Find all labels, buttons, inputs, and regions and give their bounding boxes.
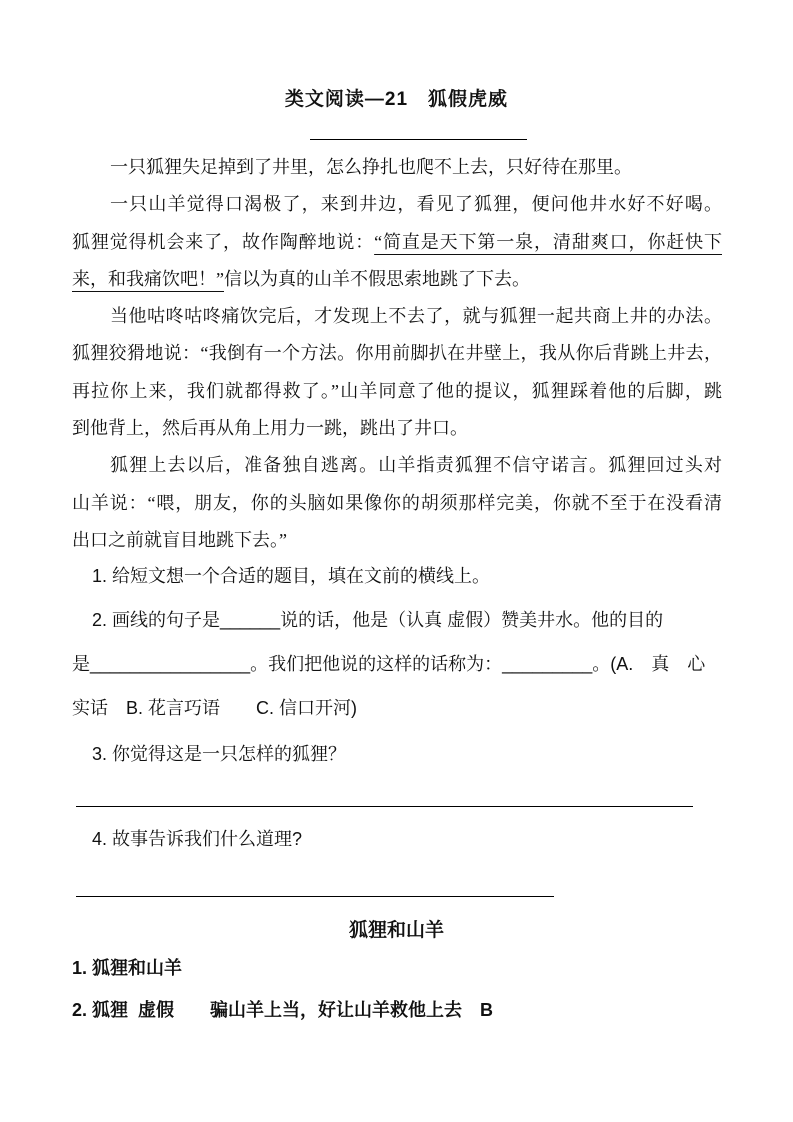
answer-blank-line-q4 bbox=[76, 896, 554, 897]
passage-line bbox=[72, 522, 722, 559]
underlined-quote-text: “简直是天下第一泉，清甜爽口，你赶快下 bbox=[374, 231, 722, 252]
page-title: 类文阅读—21 狐假虎威 bbox=[284, 89, 509, 110]
passage-text: 一只狐狸失足掉到了井里，怎么挣扎也爬不上去，只好待在那里。 bbox=[110, 157, 632, 177]
underlined-quote-text: 来，和我痛饮吧！” bbox=[72, 268, 224, 289]
passage bbox=[72, 149, 722, 559]
passage-line bbox=[72, 149, 722, 186]
title-answer-blank-line bbox=[310, 139, 527, 140]
question-2-line-1: 2. 画线的句子是______说的话，他是（认真 虚假）赞美井水。他的目的 bbox=[92, 610, 664, 630]
passage-text: 山羊说：“喂，朋友，你的头脑如果像你的胡须那样完美，你就不至于在没看清 bbox=[72, 492, 722, 513]
passage-line bbox=[72, 298, 722, 335]
question-2-line-2: 是________________。我们把他说的这样的话称为：_________。(A. 真 心 bbox=[72, 654, 706, 674]
passage-line bbox=[72, 373, 722, 410]
passage-line bbox=[72, 410, 722, 447]
passage-line bbox=[72, 224, 722, 261]
passage-text: 狐狸狡猾地说：“我倒有一个方法。你用前脚扒在井壁上，我从你后背跳上井去， bbox=[72, 343, 722, 364]
passage-text: 狐狸觉得机会来了，故作陶醉地说： bbox=[72, 231, 375, 252]
passage-text: 一只山羊觉得口渴极了，来到井边，看见了狐狸，便问他井水好不好喝。 bbox=[110, 194, 722, 215]
passage-text: 到他背上，然后再从角上用力一跳，跳出了井口。 bbox=[72, 418, 468, 439]
answer-section-title: 狐狸和山羊 bbox=[348, 920, 444, 941]
answer-blank-line-q3 bbox=[76, 806, 693, 807]
answer-1: 1. 狐狸和山羊 bbox=[72, 958, 183, 978]
passage-line bbox=[72, 261, 722, 298]
answer-2: 2. 狐狸 虚假 骗山羊上当，好让山羊救他上去 B bbox=[72, 1000, 494, 1020]
passage-line bbox=[72, 485, 722, 522]
question-3: 3. 你觉得这是一只怎样的狐狸？ bbox=[92, 744, 347, 764]
passage-text: 出口之前就盲目地跳下去。” bbox=[72, 529, 287, 550]
passage-text: 当他咕咚咕咚痛饮完后，才发现上不去了，就与狐狸一起共商上井的办法。 bbox=[110, 306, 722, 327]
passage-text: 信以为真的山羊不假思索地跳了下去。 bbox=[224, 268, 530, 289]
passage-line bbox=[72, 447, 722, 484]
passage-line bbox=[72, 186, 722, 223]
passage-text: 狐狸上去以后，准备独自逃离。山羊指责狐狸不信守诺言。狐狸回过头对 bbox=[110, 455, 722, 476]
question-2-line-3: 实话 B. 花言巧语 C. 信口开河) bbox=[72, 698, 358, 718]
question-1: 1. 给短文想一个合适的题目，填在文前的横线上。 bbox=[92, 566, 491, 586]
question-4: 4. 故事告诉我们什么道理? bbox=[92, 829, 303, 849]
passage-text: 再拉你上来，我们就都得救了。”山羊同意了他的提议，狐狸踩着他的后脚，跳 bbox=[72, 380, 722, 401]
passage-line bbox=[72, 335, 722, 372]
